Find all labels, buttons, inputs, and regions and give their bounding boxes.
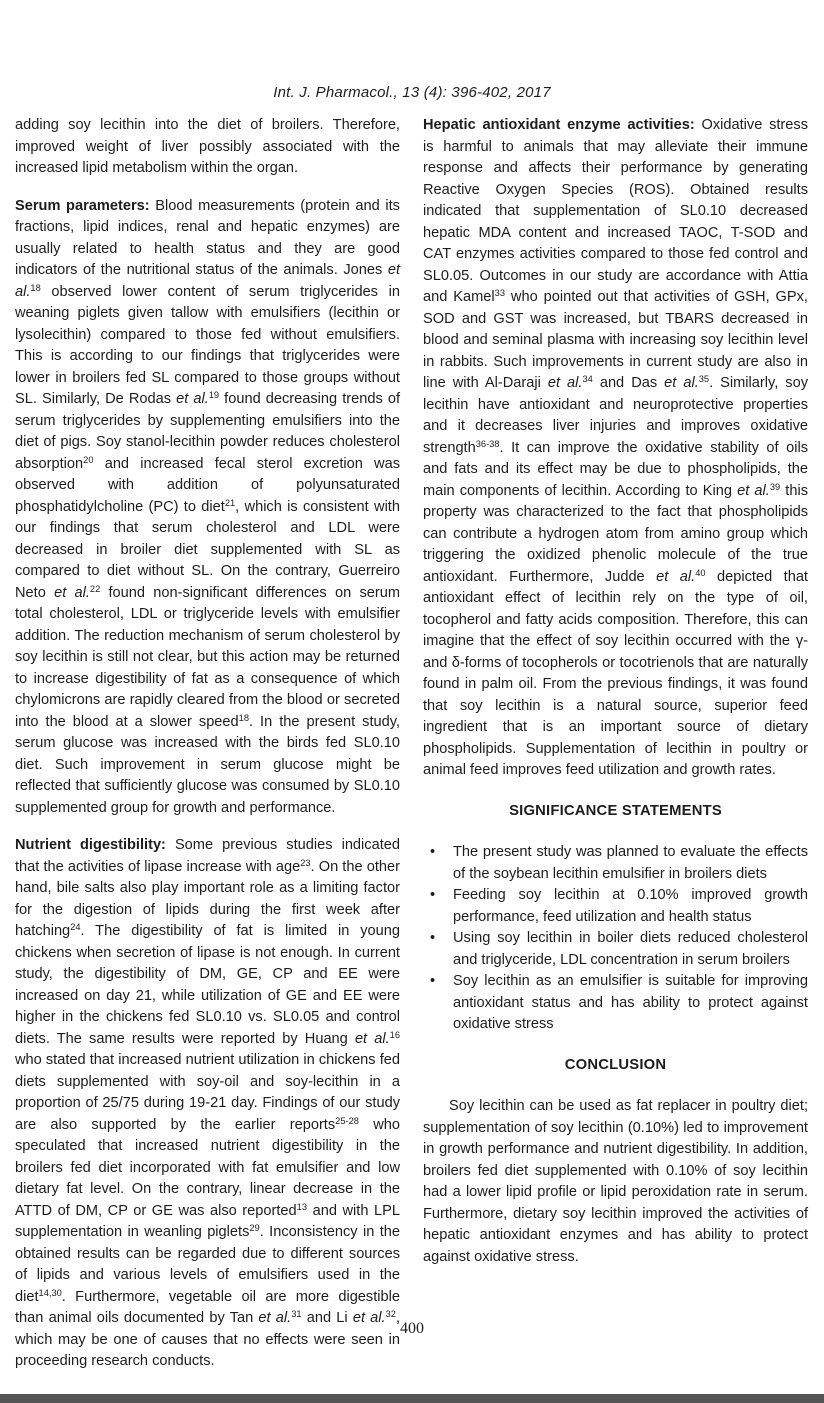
reference-superscript: 23: [300, 857, 311, 868]
body-paragraph: Nutrient digestibility: Some previous studies indicated that the activities of lipase increase with age$^{23}$. On the other hand, bile salts also play important role as a limiting factor for the digestion of lipids during the first week after hatching$^{24}$. The digestibility of fat is limited in young chickens when secretion of lipase is not enough. In current study, the digestibility of DM, GE, CP and EE were increased on day 21, while utilization of GE and EE were higher in the chickens fed SL0.10 vs. SL0.05 and control diets. The same results were reported by Huang et al.$^{16}$ who stated that increased nutrient utilization in chickens fed diets supplemented with soy-oil and soy-lecithin in a proportion of 25/75 during 19-21 day. Findings of our study are also supported by the earlier reports$^{25-28}$ who speculated that increased nutrient digestibility in the broilers fed diet incorporated with fat emulsifier and low dietary fat level. On the contrary, linear decrease in the ATTD of DM, CP or GE was also reported$^{13}$ and with LPL supplementation in weanling piglets$^{29}$. Inconsistency in the obtained results can be regarded due to different sources of lipids and various levels of emulsifiers used in the diet$^{14,30}$. Furthermore, vegetable oil are more digestible than animal oils documented by Tan et al.$^{31}$ and Li et al.$^{32}$, which may be one of causes that no effects were seen in proceeding research conducts.: [15, 837, 401, 1369]
body-paragraph: Serum parameters: Blood measurements (protein and its fractions, lipid indices, renal and hepatic enzymes) are usually related to health status and they are good indicators of the nutritional status of the animals. Jones et al.$^{18}$ observed lower content of serum triglycerides in weaning piglets given tallow with emulsifiers (lecithin or lysolecithin) compared to those fed without emulsifiers. This is according to our findings that triglycerides were lower in broilers fed SL compared to those groups without SL. Similarly, De Rodas et al.$^{19}$ found decreasing trends of serum triglycerides by supplementing emulsifiers into the diet of pigs. Soy stanol-lecithin powder reduces cholesterol absorption$^{20}$ and increased fecal sterol excretion was observed with addition of polyunsaturated phosphatidylcholine (PC) to diet$^{21}$, which is consistent with our findings that serum cholesterol and LDL were decreased in broiler diet supplemented with SL as compared to diet without SL. On the contrary, Guerreiro Neto et al.$^{22}$ found non-significant differences on serum total cholesterol, LDL or triglyceride levels with emulsifier addition. The reduction mechanism of serum cholesterol by soy lecithin is still not clear, but this action may be returned to increase digestibility of fat as a consequence of which chylomicrons are rapidly cleared from the blood or secreted into the blood at a slower speed$^{18}$. In the present study, serum glucose was increased with the birds fed SL0.10 diet. Such improvement in serum glucose might be reflected that sufficiently glucose was consumed by SL0.10 supplemented group for growth and performance.: [15, 197, 401, 816]
list-item: • The present study was planned to evaluate the effects of the soybean lecithin emulsifier in broilers diets: [423, 842, 808, 885]
body-paragraph: Hepatic antioxidant enzyme activities: Oxidative stress is harmful to animals that may alleviate their immune response and affects their performance by generating Reactive Oxygen Species (ROS). Obtained results indicated that supplementation of SL0.10 decreased hepatic MDA content and increased TAOC, T-SOD and CAT enzymes activities compared to those fed control and SL0.05. Outcomes in our study are accordance with Attia and Kamel$^{33}$ who pointed out that activities of GSH, GPx, SOD and GST was increased, but TBARS decreased in blood and seminal plasma with increasing soy lecithin level in rabbits. Such improvements in current study are also in line with Al-Daraji et al.$^{34}$ and Das et al.$^{35}$. Similarly, soy lecithin have antioxidant and neuroprotective properties and it decreases liver injuries and improves oxidative strength$^{36-38}$. It can improve the oxidative stability of oils and fats and its effect may be due to phospholipids, the main components of lecithin. According to King et al.$^{39}$ this property was characterized to the fact that phospholipids can contribute a hydrogen atom from amino group which triggering the oxidized phenolic molecule of the true antioxidant. Furthermore, Judde et al.$^{40}$ depicted that antioxidant effect of lecithin rely on the type of oil, tocopherol and fatty acids composition. Therefore, this can imagine that the effect of soy lecithin occurred with the γ- and δ-forms of tocopherols or tocotrienols that are naturally found in palm oil. From the previous findings, it was found that soy lecithin is a natural source, superior feed ingredient that is an important source of dietary phospholipids. Supplementation of lecithin in poultry or animal feed improves feed utilization and growth rates.: [423, 117, 809, 778]
section-label: Hepatic antioxidant enzyme activities:: [423, 117, 702, 133]
reference-superscript: 36-38: [475, 438, 500, 449]
reference-superscript: 24: [70, 922, 81, 932]
et-al-italic: et al.: [664, 375, 699, 391]
reference-superscript: 25-28: [335, 1115, 359, 1126]
reference-superscript: 35: [698, 374, 710, 384]
reference-superscript: 39: [769, 481, 781, 492]
list-item: • Soy lecithin as an emulsifier is suitable for improving antioxidant status and has ability to protect against oxidative stress: [423, 971, 808, 1036]
significance-list: [423, 842, 808, 1036]
body-paragraph: Soy lecithin can be used as fat replacer in poultry diet; supplementation of soy lecithin (0.10%) led to improvement in growth performance and nutrient digestibility. In addition, broilers fed diet supplemented with 0.10% of soy lecithin had a lower lipid profile or lipid peroxidation rate in serum. Furthermore, dietary soy lecithin improved the activities of hepatic antioxidant enzymes and has ability to protect against oxidative stress.: [423, 1098, 808, 1265]
two-column-body: [15, 115, 808, 1373]
reference-superscript: 18: [238, 712, 250, 723]
reference-superscript: 19: [208, 390, 220, 400]
reference-superscript: 40: [695, 567, 706, 578]
reference-superscript: 16: [389, 1029, 401, 1040]
reference-superscript: 29: [249, 1223, 260, 1233]
bottom-border-bar: [0, 1394, 824, 1403]
reference-superscript: 32: [385, 1309, 396, 1319]
body-paragraph: adding soy lecithin into the diet of broilers. Therefore, improved weight of liver possibly associated with the increased lipid metabolism within the organ.: [15, 117, 400, 176]
reference-superscript: 33: [494, 288, 505, 298]
et-al-italic: et al.: [258, 1310, 292, 1326]
et-al-italic: et al.: [547, 375, 583, 391]
list-item: • Using soy lecithin in boiler diets reduced cholesterol and triglyceride, LDL concentration in serum broilers: [423, 928, 808, 971]
et-al-italic: et al.: [737, 482, 770, 499]
reference-superscript: 31: [291, 1309, 302, 1319]
section-label: Serum parameters:: [15, 197, 156, 214]
reference-superscript: 14,30: [38, 1287, 62, 1298]
left-column: [15, 115, 400, 1373]
et-al-italic: et al.: [176, 391, 209, 407]
right-column: [423, 115, 808, 1373]
reference-superscript: 21: [224, 497, 236, 508]
section-heading: SIGNIFICANCE STATEMENTS: [509, 802, 722, 819]
reference-superscript: 13: [296, 1201, 308, 1212]
et-al-italic: et al.: [352, 1310, 386, 1326]
section-heading: CONCLUSION: [564, 1056, 667, 1073]
section-label: Nutrient digestibility:: [15, 837, 175, 853]
et-al-italic: et al.: [354, 1030, 390, 1047]
reference-superscript: 34: [582, 374, 593, 384]
list-item: • Feeding soy lecithin at 0.10% improved growth performance, feed utilization and health status: [423, 885, 808, 928]
journal-citation: Int. J. Pharmacol., 13 (4): 396-402, 2017: [273, 84, 551, 101]
reference-superscript: 22: [89, 583, 101, 594]
et-al-italic: et al.: [54, 584, 90, 601]
et-al-italic: et al.: [656, 568, 696, 585]
page-number: 400: [400, 1320, 424, 1337]
reference-superscript: 18: [30, 282, 41, 293]
reference-superscript: 20: [83, 454, 94, 465]
et-al-italic: et al.: [15, 262, 400, 300]
